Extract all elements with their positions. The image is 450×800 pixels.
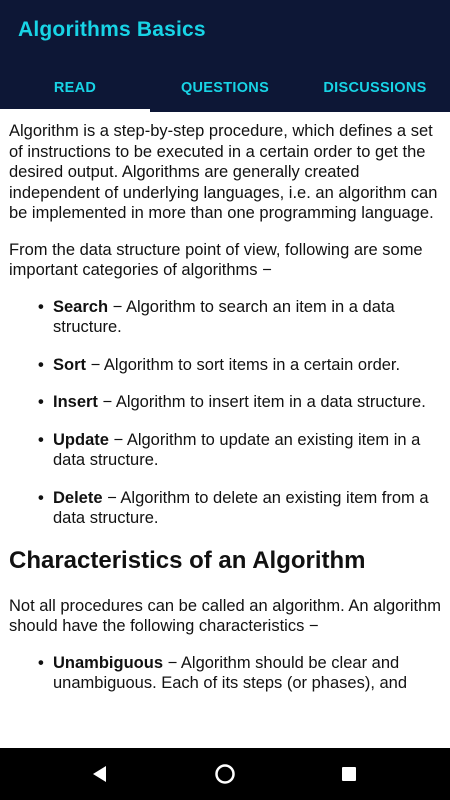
- list-item-desc: − Algorithm to insert item in a data structure.: [97, 393, 426, 411]
- list-item-term: Unambiguous: [53, 653, 163, 672]
- list-item-desc: − Algorithm to delete an existing item from a data structure.: [53, 488, 429, 527]
- tab-questions-label: QUESTIONS: [180, 80, 270, 96]
- home-button[interactable]: [213, 762, 237, 786]
- tab-questions[interactable]: [150, 64, 300, 112]
- circle-home-icon: [213, 762, 237, 786]
- bullet-icon: •: [38, 355, 44, 374]
- categories-list: [9, 297, 441, 529]
- back-button[interactable]: [88, 762, 112, 786]
- list-item: [9, 488, 441, 529]
- triangle-back-icon: [88, 762, 112, 786]
- list-item: [9, 653, 441, 694]
- intro-paragraph: Algorithm is a step-by-step procedure, which defines a set of instructions to be executed in a certain order to get the desired output. Algorithms are generally created independent of underlying languages, i.e. an algorithm can be implemented in more than one programming language.: [9, 122, 438, 222]
- section-heading: Characteristics of an Algorithm: [9, 546, 366, 574]
- list-item-desc: − Algorithm should be clear and unambiguous. Each of its steps (or phases), and: [53, 653, 408, 692]
- tab-read[interactable]: [0, 64, 150, 112]
- categories-intro-paragraph: From the data structure point of view, following are some important categories of algorithms −: [9, 240, 423, 279]
- app-title: Algorithms Basics: [18, 18, 206, 41]
- characteristics-list: [9, 653, 441, 694]
- tab-discussions-label: DISCUSSIONS: [323, 80, 427, 96]
- bullet-icon: •: [38, 297, 44, 316]
- list-item: [9, 430, 441, 471]
- tab-discussions[interactable]: [300, 64, 450, 112]
- list-item: [9, 355, 441, 376]
- bullet-icon: •: [38, 653, 44, 672]
- list-item-desc: − Algorithm to update an existing item in a data structure.: [53, 430, 421, 469]
- list-item-desc: − Algorithm to sort items in a certain order.: [86, 355, 401, 374]
- app-bar: [0, 0, 450, 112]
- list-item-term: Delete: [53, 488, 103, 507]
- recents-button[interactable]: [337, 762, 361, 786]
- list-item: [9, 297, 441, 338]
- bullet-icon: •: [38, 488, 44, 507]
- list-item: [9, 392, 441, 413]
- tab-bar: [0, 64, 450, 112]
- list-item-term: Sort: [53, 355, 86, 374]
- list-item-term: Search: [53, 297, 109, 316]
- bullet-icon: •: [38, 393, 44, 411]
- tab-read-label: READ: [53, 80, 97, 96]
- list-item-term: Insert: [53, 393, 98, 411]
- list-item-desc: − Algorithm to search an item in a data structure.: [53, 297, 395, 336]
- square-recents-icon: [337, 762, 361, 786]
- article-content[interactable]: [0, 112, 450, 748]
- bullet-icon: •: [38, 430, 44, 449]
- characteristics-intro-paragraph: Not all procedures can be called an algorithm. An algorithm should have the following characteristics −: [9, 596, 441, 635]
- system-nav-bar: [0, 748, 450, 800]
- list-item-term: Update: [53, 430, 109, 449]
